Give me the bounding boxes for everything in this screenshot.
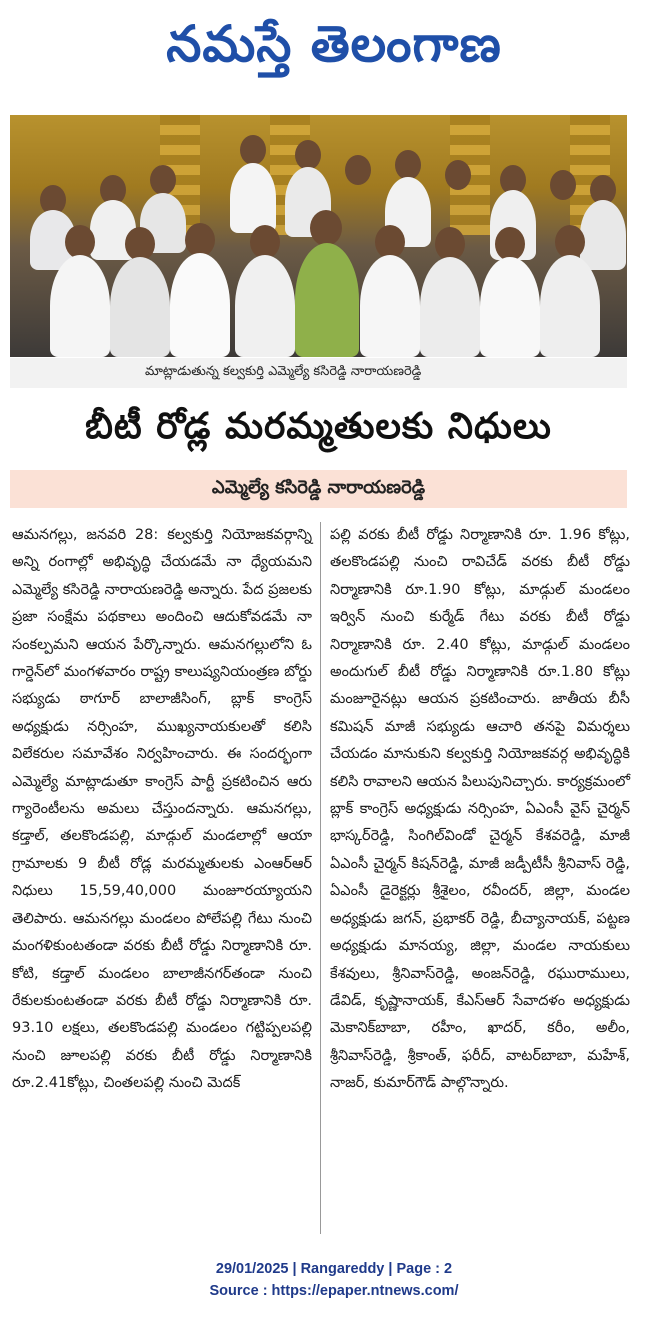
news-photo: [10, 115, 627, 357]
footer-source: Source : https://epaper.ntnews.com/: [209, 1283, 459, 1299]
article-subheadline: ఎమ్మెల్యే కసిరెడ్డి నారాయణరెడ్డి: [10, 470, 627, 508]
newspaper-title: నమస్తే తెలంగాణ: [166, 14, 502, 73]
article-column-right: పల్లి వరకు బీటీ రోడ్డు నిర్మాణానికి రూ. 1.96 కోట్లు, తలకొండపల్లి నుంచి రావిచేడ్ వరకు బీటీ రోడ్డు నిర్మాణానికి రూ.1.90 కోట్లు, మాడ్గుల్ మండలం ఇర్విన్ నుంచి కుర్మేడ్ గేటు వరకు బీటీ రోడ్డు నిర్మాణానికి రూ. 2.40 కోట్లు, మాడ్గుల్ మండలం అందుగుల్ బీటీ రోడ్డు నిర్మాణానికి రూ.1.80 కోట్లు మంజూరైనట్లు ఆయన ప్రకటించారు. జాతీయ బీసీ కమిషన్ మాజీ సభ్యుడు ఆచారి తనపై విమర్శలు చేయడం మానుకుని కల్వకుర్తి నియోజకవర్గ అభివృద్ధికి కలిసి రావాలని ఆయన పిలుపునిచ్చారు. కార్యక్రమంలో బ్లాక్ కాంగ్రెస్ అధ్యక్షుడు నర్సింహ, ఏఎంసీ వైస్ చైర్మన్ భాస్కర్‌రెడ్డి, సింగిల్‌విండో చైర్మన్ కేశవరెడ్డి, మాజీ ఏఎంసీ చైర్మన్ కిషన్‌రెడ్డి, మాజీ జడ్పీటీసీ శ్రీనివాస్ రెడ్డి, ఏఎంసీ డైరెక్టర్లు శ్రీశైలం, రవీందర్, జిల్లా, మండల అధ్యక్షుడు జగన్, ప్రభాకర్ రెడ్డి, బీచ్యానాయక్, పట్టణ అధ్యక్షుడు మానయ్య, జిల్లా, మండల నాయకులు కేశవులు, శ్రీనివాస్‌రెడ్డి, అంజన్‌రెడ్డి, రఘురాములు, డేవిడ్, కృష్ణానాయక్, కేఎస్‌ఆర్ సేవాదళం అధ్యక్షుడు మెకానిక్‌బాబా, రహీం, ఖాదర్, కరీం, అలీం, శ్రీనివాస్‌రెడ్డి, శ్రీకాంత్, ఫరీద్, వాటర్‌బాబా, మహేశ్, నాజర్, కుమార్‌గౌడ్ పాల్గొన్నారు.: [330, 527, 630, 1092]
masthead: [0, 0, 668, 100]
column-divider: [320, 522, 321, 1234]
page-footer: [0, 1258, 668, 1302]
article-column-left: ఆమనగల్లు, జనవరి 28: కల్వకుర్తి నియోజకవర్గాన్ని అన్ని రంగాల్లో అభివృద్ధి చేయడమే నా ధ్యేయమని ఎమ్మెల్యే కసిరెడ్డి నారాయణరెడ్డి అన్నారు. పేద ప్రజలకు ప్రజా సంక్షేమ పథకాలు అందించి ఆదుకోవడమే నా సంకల్పమని ఆయన పేర్కొన్నారు. ఆమనగల్లులోని ఓ గార్డెన్‌లో మంగళవారం రాష్ట్ర కాలుష్యనియంత్రణ బోర్డు సభ్యుడు ఠాగూర్ బాలాజీసింగ్, బ్లాక్ కాంగ్రెస్ అధ్యక్షుడు నర్సింహ, ముఖ్యనాయకులతో కలిసి విలేకరుల సమావేశం నిర్వహించారు. ఈ సందర్భంగా ఎమ్మెల్యే మాట్లాడుతూ కాంగ్రెస్ పార్టీ ప్రకటించిన ఆరు గ్యారెంటీలను అమలు చేస్తుందన్నారు. ఆమనగల్లు, కడ్తాల్, తలకొండపల్లి, మాడ్గుల్ మండలాల్లో ఆయా గ్రామాలకు 9 బీటీ రోడ్ల మరమ్మతులకు ఎంఆర్‌ఆర్ నిధులు 15,59,40,000 మంజూరయ్యాయని తెలిపారు. ఆమనగల్లు మండలం పోలేపల్లి గేటు నుంచి మంగళికుంటతండా వరకు బీటీ రోడ్డు నిర్మాణానికి రూ. కోటి, కడ్తాల్ మండలం బాలాజీనగర్‌తండా నుంచి రేకులకుంటతండా వరకు బీటీ రోడ్డు నిర్మాణానికి రూ. 93.10 లక్షలు, తలకొండపల్లి మండలం గట్టిప్పలపల్లి నుంచి జూలపల్లి వరకు బీటీ రోడ్డు నిర్మాణానికి రూ.2.41కోట్లు, చింతలపల్లి నుంచి మెదక్: [12, 527, 312, 1092]
footer-date-edition: 29/01/2025 | Rangareddy | Page : 2: [215, 1261, 453, 1277]
article-headline: బీటీ రోడ్ల మరమ్మతులకు నిధులు: [85, 406, 552, 447]
photo-caption: మాట్లాడుతున్న కల్వకుర్తి ఎమ్మెల్యే కసిరెడ్డి నారాయణరెడ్డి: [10, 358, 627, 388]
